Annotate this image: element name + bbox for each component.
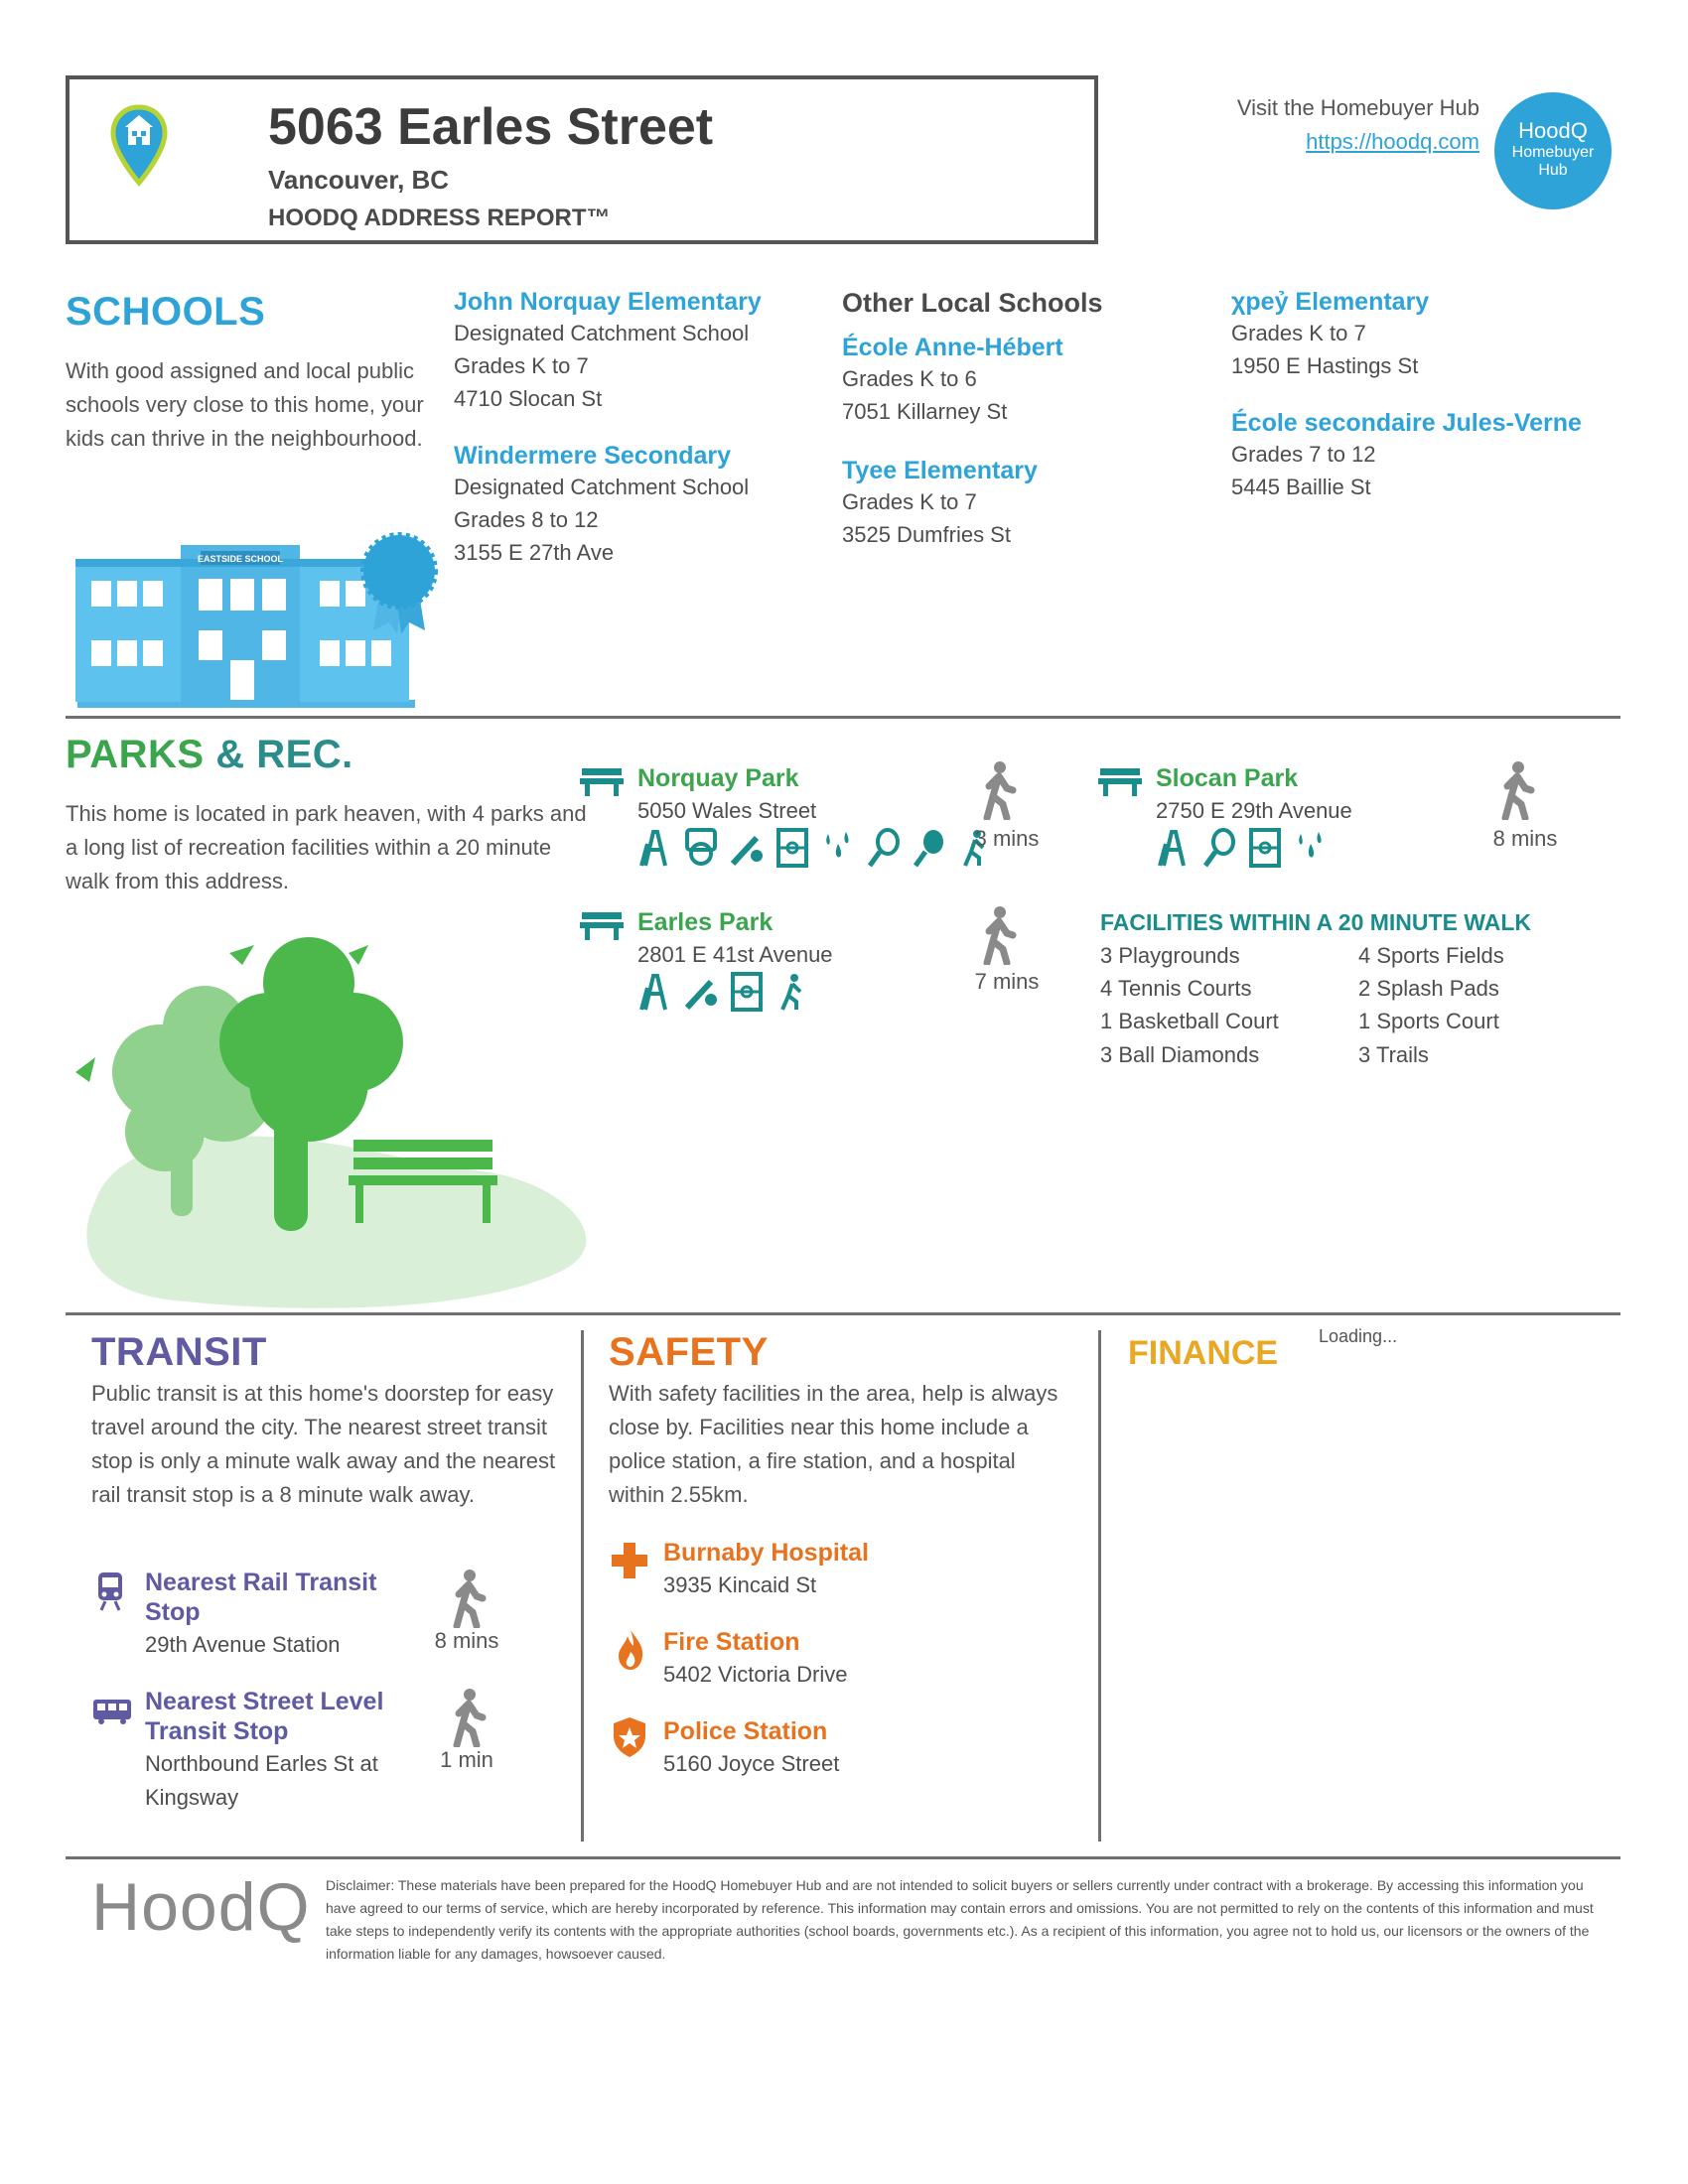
basketball-icon <box>683 828 719 868</box>
street-title-1: Nearest Street Level <box>145 1688 384 1715</box>
school-address: 4710 Slocan St <box>454 386 603 411</box>
safety-address: 5402 Victoria Drive <box>663 1662 848 1687</box>
park-address: 2801 E 41st Avenue <box>637 942 833 967</box>
rail-title-2: Stop <box>145 1598 201 1626</box>
school-grades: Grades K to 7 <box>1231 321 1366 345</box>
walk-time: 3 mins <box>974 826 1040 851</box>
bench-icon <box>1098 764 1142 796</box>
facility-item: 3 Ball Diamonds <box>1100 1042 1260 1067</box>
school-grades: Grades 8 to 12 <box>454 507 599 532</box>
hospital-cross-icon <box>610 1541 649 1580</box>
facility-item: 4 Tennis Courts <box>1100 976 1252 1001</box>
facility-item: 3 Trails <box>1358 1042 1429 1067</box>
school-grades: Grades K to 6 <box>842 366 977 391</box>
walking-person-icon <box>449 1688 489 1747</box>
ball-diamond-icon <box>729 828 765 868</box>
footer-logo: HoodQ <box>91 1869 311 1945</box>
park-name[interactable]: Slocan Park <box>1156 764 1299 792</box>
rail-station[interactable]: 29th Avenue Station <box>145 1632 341 1657</box>
safety-name[interactable]: Burnaby Hospital <box>663 1539 869 1567</box>
trail-icon <box>774 972 810 1012</box>
map-pin-house-icon <box>109 103 169 187</box>
safety-intro: With safety facilities in the area, help is always close by. Facilities near this home include a police station, a fire station, and a hospital within 2.55km. <box>609 1381 1058 1507</box>
street-stop-2[interactable]: Kingsway <box>145 1785 239 1810</box>
park-name[interactable]: Earles Park <box>637 908 774 936</box>
badge-line-1: HoodQ <box>1518 118 1588 143</box>
tennis-icon <box>912 828 947 868</box>
safety-name[interactable]: Police Station <box>663 1717 828 1745</box>
safety-name[interactable]: Fire Station <box>663 1628 800 1656</box>
walking-person-icon <box>449 1569 489 1628</box>
column-divider <box>1098 1330 1101 1842</box>
police-shield-icon <box>612 1715 647 1759</box>
sports-field-icon <box>1247 828 1283 868</box>
divider <box>66 716 1620 719</box>
bench-icon <box>580 764 624 796</box>
catchment-school-2[interactable] <box>454 442 811 569</box>
other-school-2[interactable] <box>842 457 1199 551</box>
park-name[interactable]: Norquay Park <box>637 764 799 792</box>
school-name: Windermere Secondary <box>454 442 732 470</box>
facility-item: 2 Splash Pads <box>1358 976 1499 1001</box>
parks-title-b: & REC. <box>215 733 353 776</box>
other-school-1[interactable] <box>842 334 1199 428</box>
hub-link[interactable]: https://hoodq.com <box>1306 129 1479 154</box>
parks-title <box>66 733 353 777</box>
column-divider <box>581 1330 584 1842</box>
school-address: 1950 E Hastings St <box>1231 353 1419 378</box>
school-grades: Grades K to 7 <box>842 489 977 514</box>
ball-diamond-icon <box>683 972 719 1012</box>
school-grades: Grades 7 to 12 <box>1231 442 1376 467</box>
school-address: 3155 E 27th Ave <box>454 540 615 565</box>
divider <box>66 1856 1620 1859</box>
street-stop-1[interactable]: Northbound Earles St at <box>145 1751 378 1776</box>
facility-item: 3 Playgrounds <box>1100 943 1240 968</box>
school-name: Tyee Elementary <box>842 457 1038 484</box>
facility-item: 1 Sports Court <box>1358 1009 1499 1033</box>
badge-line-2: Homebuyer <box>1511 144 1595 161</box>
hub-badge[interactable] <box>1494 92 1612 209</box>
school-line: Designated Catchment School <box>454 321 750 345</box>
sports-field-icon <box>774 828 810 868</box>
park-address: 2750 E 29th Avenue <box>1156 798 1352 823</box>
parks-title-a: PARKS <box>66 733 205 776</box>
walking-person-icon <box>979 760 1019 820</box>
report-label: HOODQ ADDRESS REPORT™ <box>268 205 611 231</box>
transit-intro: Public transit is at this home's doorstep for easy travel around the city. The nearest street transit stop is only a minute walk away and the nearest rail transit stop is a 8 minute walk away. <box>91 1381 556 1507</box>
tennis-icon <box>866 828 902 868</box>
parks-intro: This home is located in park heaven, with 4 parks and a long list of recreation facilities within a 20 minute walk from this address. <box>66 801 587 893</box>
school-name: École Anne-Hébert <box>842 334 1063 361</box>
other-schools-title: Other Local Schools <box>842 288 1103 318</box>
park-illustration <box>66 923 592 1310</box>
footer-disclaimer: Disclaimer: These materials have been prepared for the HoodQ Homebuyer Hub and are not intended to solicit buyers or sellers currently under contract with a brokerage. By accessing this information you have agreed to our terms of service, which are hereby incorporated by reference. This information may contain errors and omissions. You are not permitted to rely on the contents of this information and must take steps to independently verify its contents with the appropriate authorities (school boards, governments etc.). As a recipient of this information, you agree not to hold us, our licensors or the owners of the information liable for any damages, howsoever caused. <box>326 1877 1594 1962</box>
school-address: 5445 Baillie St <box>1231 475 1371 499</box>
facility-item: 1 Basketball Court <box>1100 1009 1279 1033</box>
other-school-3[interactable] <box>1231 288 1628 382</box>
school-address: 7051 Killarney St <box>842 399 1008 424</box>
schools-title: SCHOOLS <box>66 290 266 334</box>
splash-pad-icon <box>1293 828 1329 868</box>
facilities-title: FACILITIES WITHIN A 20 MINUTE WALK <box>1100 909 1532 935</box>
park-facilities <box>637 828 993 868</box>
school-name: χpeỷ Elementary <box>1231 288 1430 316</box>
schools-intro: With good assigned and local public schools very close to this home, your kids can thrive in the neighbourhood. <box>66 358 424 451</box>
walk-time: 1 min <box>440 1747 493 1772</box>
bench-icon <box>580 908 624 940</box>
sports-field-icon <box>729 972 765 1012</box>
school-sign: EASTSIDE SCHOOL <box>197 554 284 564</box>
divider <box>66 1312 1620 1315</box>
fire-icon <box>616 1628 645 1672</box>
award-ribbon-icon <box>359 531 439 640</box>
playground-icon <box>1156 828 1192 868</box>
safety-title: SAFETY <box>609 1330 769 1374</box>
walking-person-icon <box>979 905 1019 965</box>
walk-time: 8 mins <box>434 1628 499 1653</box>
address-header-box <box>66 75 1098 244</box>
school-line: Designated Catchment School <box>454 475 750 499</box>
safety-address: 5160 Joyce Street <box>663 1751 840 1776</box>
park-facilities <box>637 972 810 1012</box>
address-city: Vancouver, BC <box>268 165 450 195</box>
playground-icon <box>637 828 673 868</box>
school-address: 3525 Dumfries St <box>842 522 1011 547</box>
safety-address: 3935 Kincaid St <box>663 1572 817 1597</box>
walk-time: 7 mins <box>974 969 1040 994</box>
bus-icon <box>91 1698 133 1725</box>
train-icon <box>95 1570 125 1612</box>
other-school-4[interactable] <box>1231 409 1648 503</box>
school-name: École secondaire Jules-Verne <box>1231 409 1582 437</box>
walking-person-icon <box>1497 760 1537 820</box>
badge-line-3: Hub <box>1538 162 1568 179</box>
walk-time: 8 mins <box>1492 826 1558 851</box>
tennis-icon <box>1201 828 1237 868</box>
transit-title: TRANSIT <box>91 1330 267 1374</box>
finance-title: FINANCE <box>1128 1334 1279 1372</box>
school-name: John Norquay Elementary <box>454 288 762 316</box>
park-address: 5050 Wales Street <box>637 798 817 823</box>
park-facilities <box>1156 828 1329 868</box>
splash-pad-icon <box>820 828 856 868</box>
playground-icon <box>637 972 673 1012</box>
finance-status: Loading... <box>1319 1326 1398 1346</box>
rail-title-1: Nearest Rail Transit <box>145 1569 377 1596</box>
facility-item: 4 Sports Fields <box>1358 943 1504 968</box>
school-grades: Grades K to 7 <box>454 353 589 378</box>
hub-prompt: Visit the Homebuyer Hub <box>1236 95 1479 120</box>
catchment-school-1[interactable] <box>454 288 811 415</box>
address-title: 5063 Earles Street <box>268 98 714 156</box>
street-title-2: Transit Stop <box>145 1717 289 1745</box>
